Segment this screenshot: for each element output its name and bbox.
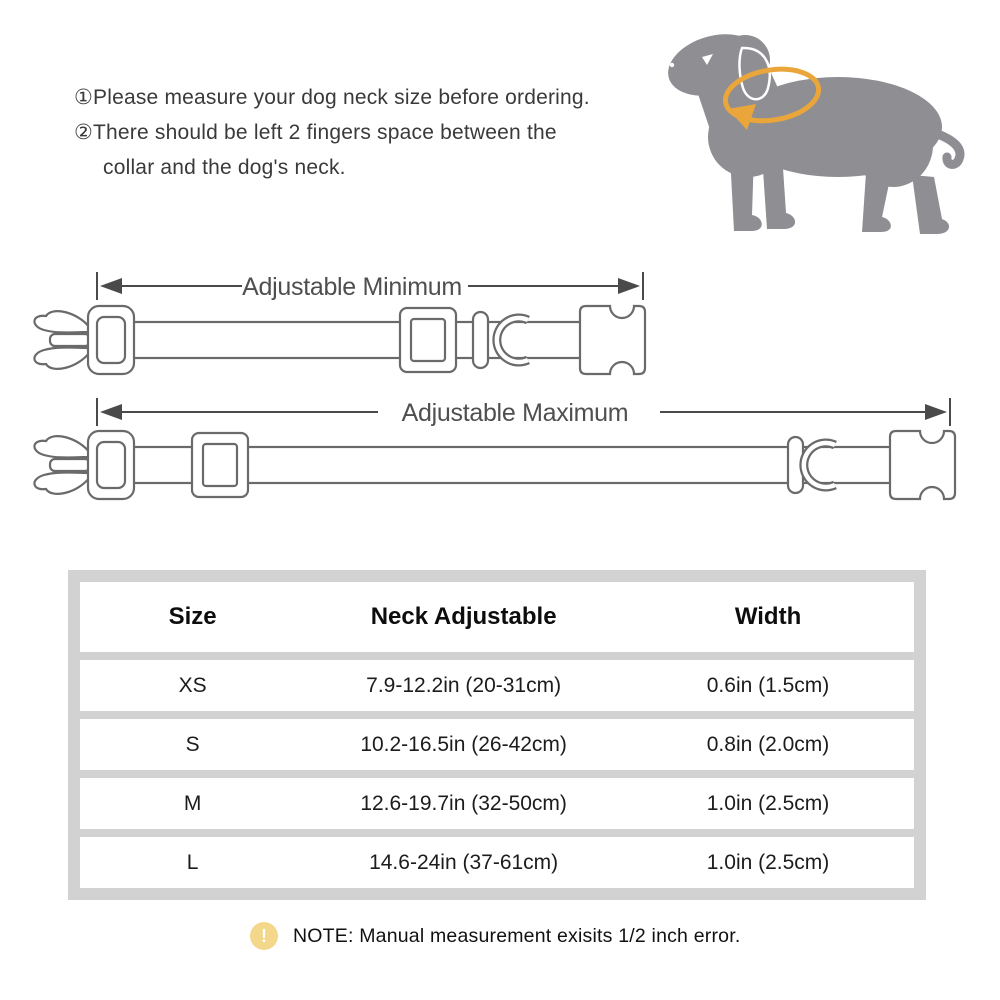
collar-strap	[130, 322, 600, 358]
maximum-label: Adjustable Maximum	[401, 399, 629, 427]
buckle-female-icon	[890, 431, 955, 499]
size-cell: L	[186, 850, 199, 874]
table-header-row	[80, 582, 914, 652]
adjustable-minimum-diagram	[0, 270, 680, 395]
measuring-instructions	[74, 80, 590, 185]
note	[250, 922, 740, 950]
size-cell: M	[183, 791, 202, 815]
table-row	[80, 837, 914, 888]
instruction-line-3: collar and the dog's neck.	[103, 156, 346, 179]
minimum-label: Adjustable Minimum	[242, 273, 462, 301]
header-size: Size	[168, 603, 217, 630]
neck-cell: 7.9-12.2in (20-31cm)	[366, 673, 562, 697]
instruction-line-1: ①Please measure your dog neck size before ordering.	[74, 86, 590, 109]
header-width: Width	[734, 603, 802, 630]
width-cell: 1.0in (2.5cm)	[706, 791, 830, 815]
instruction-line-2: ②There should be left 2 fingers space between the	[74, 121, 557, 144]
table-row	[80, 778, 914, 829]
collar-maximum	[34, 431, 955, 499]
strap-keeper	[473, 312, 488, 368]
dog-nose-highlight	[670, 63, 674, 67]
neck-cell: 10.2-16.5in (26-42cm)	[360, 732, 567, 756]
neck-cell: 14.6-24in (37-61cm)	[369, 850, 559, 874]
adjustable-maximum-diagram	[0, 395, 1000, 520]
size-cell: XS	[178, 673, 207, 697]
dog-silhouette	[661, 24, 960, 234]
size-table	[68, 570, 926, 900]
dog-illustration	[650, 15, 985, 245]
neck-cell: 12.6-19.7in (32-50cm)	[360, 791, 567, 815]
table-row	[80, 660, 914, 711]
table-row	[80, 719, 914, 770]
collar-minimum	[34, 306, 645, 374]
size-cell: S	[185, 732, 200, 756]
buckle-female-icon	[580, 306, 645, 374]
width-cell: 1.0in (2.5cm)	[706, 850, 830, 874]
width-cell: 0.8in (2.0cm)	[706, 732, 830, 756]
header-neck-adjustable: Neck Adjustable	[370, 603, 557, 630]
note-text: NOTE: Manual measurement exisits 1/2 inch error.	[293, 924, 741, 947]
exclamation-icon: !	[250, 922, 278, 950]
width-cell: 0.6in (1.5cm)	[706, 673, 830, 697]
